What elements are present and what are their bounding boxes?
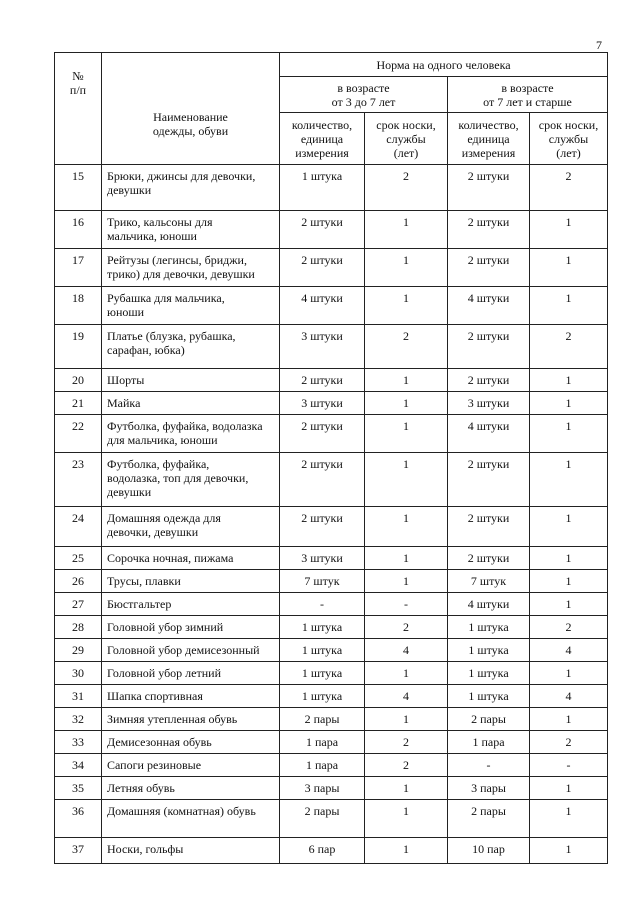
header-age-group-1: в возрасте от 3 до 7 лет	[280, 77, 448, 113]
item-name: Трусы, плавки	[102, 570, 280, 593]
qty-age-3-7: 2 штуки	[280, 453, 365, 507]
qty-age-3-7: 2 штуки	[280, 211, 365, 249]
term-age-3-7: 1	[365, 453, 448, 507]
item-name: Шорты	[102, 369, 280, 392]
row-number: 16	[55, 211, 102, 249]
table-row	[55, 507, 608, 547]
qty-age-3-7: 4 штуки	[280, 287, 365, 325]
term-age-7-plus: 4	[530, 685, 608, 708]
item-name: Трико, кальсоны для мальчика, юноши	[102, 211, 280, 249]
term-age-3-7: 4	[365, 639, 448, 662]
header-name: Наименование одежды, обуви	[102, 53, 280, 165]
term-age-3-7: 1	[365, 507, 448, 547]
header-term-2: срок носки, службы (лет)	[530, 113, 608, 165]
qty-age-7-plus: 2 штуки	[448, 249, 530, 287]
qty-age-3-7: 6 пар	[280, 838, 365, 864]
header-num: № п/п	[55, 53, 102, 165]
term-age-3-7: 1	[365, 415, 448, 453]
qty-age-3-7: 3 штуки	[280, 325, 365, 369]
qty-age-3-7: 2 пары	[280, 708, 365, 731]
term-age-3-7: 1	[365, 708, 448, 731]
item-name: Рубашка для мальчика, юноши	[102, 287, 280, 325]
row-number: 17	[55, 249, 102, 287]
qty-age-3-7: 1 пара	[280, 754, 365, 777]
term-age-3-7: 2	[365, 731, 448, 754]
term-age-7-plus: -	[530, 754, 608, 777]
header-qty-1: количество, единица измерения	[280, 113, 365, 165]
row-number: 33	[55, 731, 102, 754]
qty-age-7-plus: 4 штуки	[448, 593, 530, 616]
term-age-7-plus: 1	[530, 415, 608, 453]
term-age-7-plus: 1	[530, 547, 608, 570]
qty-age-7-plus: 2 штуки	[448, 165, 530, 211]
item-name: Головной убор демисезонный	[102, 639, 280, 662]
table-row	[55, 415, 608, 453]
item-name: Шапка спортивная	[102, 685, 280, 708]
item-name: Майка	[102, 392, 280, 415]
item-name: Сорочка ночная, пижама	[102, 547, 280, 570]
qty-age-3-7: 1 штука	[280, 685, 365, 708]
row-number: 24	[55, 507, 102, 547]
row-number: 23	[55, 453, 102, 507]
item-name: Бюстгальтер	[102, 593, 280, 616]
row-number: 22	[55, 415, 102, 453]
row-number: 18	[55, 287, 102, 325]
row-number: 34	[55, 754, 102, 777]
qty-age-7-plus: 2 штуки	[448, 325, 530, 369]
item-name: Домашняя (комнатная) обувь	[102, 800, 280, 838]
table-row	[55, 249, 608, 287]
term-age-3-7: 1	[365, 570, 448, 593]
row-number: 29	[55, 639, 102, 662]
qty-age-3-7: 2 штуки	[280, 369, 365, 392]
item-name: Головной убор летний	[102, 662, 280, 685]
qty-age-7-plus: 2 штуки	[448, 507, 530, 547]
row-number: 31	[55, 685, 102, 708]
item-name: Футболка, фуфайка, водолазка, топ для девочки, девушки	[102, 453, 280, 507]
row-number: 27	[55, 593, 102, 616]
item-name: Головной убор зимний	[102, 616, 280, 639]
term-age-7-plus: 1	[530, 708, 608, 731]
clothing-norms-table	[54, 52, 608, 864]
row-number: 25	[55, 547, 102, 570]
term-age-7-plus: 1	[530, 249, 608, 287]
term-age-7-plus: 1	[530, 507, 608, 547]
table-row	[55, 838, 608, 864]
qty-age-3-7: 1 штука	[280, 616, 365, 639]
qty-age-3-7: 7 штук	[280, 570, 365, 593]
qty-age-7-plus: 3 пары	[448, 777, 530, 800]
term-age-7-plus: 1	[530, 777, 608, 800]
term-age-3-7: 1	[365, 777, 448, 800]
qty-age-3-7: 2 пары	[280, 800, 365, 838]
term-age-7-plus: 1	[530, 593, 608, 616]
table-row	[55, 731, 608, 754]
table-row	[55, 777, 608, 800]
item-name: Рейтузы (легинсы, бриджи, трико) для девочки, девушки	[102, 249, 280, 287]
term-age-3-7: 1	[365, 800, 448, 838]
table-row	[55, 685, 608, 708]
header-norm: Норма на одного человека	[280, 53, 608, 77]
term-age-7-plus: 2	[530, 325, 608, 369]
qty-age-3-7: 1 штука	[280, 639, 365, 662]
qty-age-7-plus: 4 штуки	[448, 287, 530, 325]
term-age-7-plus: 2	[530, 165, 608, 211]
term-age-7-plus: 1	[530, 453, 608, 507]
qty-age-7-plus: 2 штуки	[448, 211, 530, 249]
qty-age-7-plus: 7 штук	[448, 570, 530, 593]
term-age-3-7: 1	[365, 287, 448, 325]
header-age-group-2: в возрасте от 7 лет и старше	[448, 77, 608, 113]
qty-age-7-plus: 2 штуки	[448, 547, 530, 570]
qty-age-3-7: 3 пары	[280, 777, 365, 800]
row-number: 20	[55, 369, 102, 392]
row-number: 37	[55, 838, 102, 864]
qty-age-3-7: 1 пара	[280, 731, 365, 754]
row-number: 21	[55, 392, 102, 415]
term-age-7-plus: 1	[530, 800, 608, 838]
qty-age-7-plus: 1 пара	[448, 731, 530, 754]
table-row	[55, 547, 608, 570]
table-row	[55, 369, 608, 392]
item-name: Футболка, фуфайка, водолазка для мальчика, юноши	[102, 415, 280, 453]
qty-age-3-7: -	[280, 593, 365, 616]
term-age-3-7: 2	[365, 616, 448, 639]
row-number: 32	[55, 708, 102, 731]
table-row	[55, 325, 608, 369]
qty-age-7-plus: 4 штуки	[448, 415, 530, 453]
term-age-3-7: 1	[365, 838, 448, 864]
table-row	[55, 453, 608, 507]
row-number: 30	[55, 662, 102, 685]
qty-age-7-plus: 2 пары	[448, 708, 530, 731]
row-number: 26	[55, 570, 102, 593]
term-age-7-plus: 2	[530, 731, 608, 754]
item-name: Демисезонная обувь	[102, 731, 280, 754]
qty-age-7-plus: -	[448, 754, 530, 777]
term-age-3-7: 1	[365, 211, 448, 249]
header-term-1: срок носки, службы (лет)	[365, 113, 448, 165]
term-age-3-7: 1	[365, 249, 448, 287]
term-age-3-7: 1	[365, 662, 448, 685]
table-row	[55, 211, 608, 249]
term-age-7-plus: 1	[530, 570, 608, 593]
qty-age-3-7: 3 штуки	[280, 392, 365, 415]
table-row	[55, 708, 608, 731]
table-row	[55, 392, 608, 415]
row-number: 19	[55, 325, 102, 369]
table-header	[55, 53, 608, 165]
page-number: 7	[596, 38, 602, 52]
item-name: Носки, гольфы	[102, 838, 280, 864]
item-name: Платье (блузка, рубашка, сарафан, юбка)	[102, 325, 280, 369]
term-age-3-7: 2	[365, 165, 448, 211]
qty-age-3-7: 2 штуки	[280, 507, 365, 547]
term-age-7-plus: 1	[530, 838, 608, 864]
item-name: Зимняя утепленная обувь	[102, 708, 280, 731]
qty-age-7-plus: 1 штука	[448, 685, 530, 708]
qty-age-7-plus: 2 штуки	[448, 369, 530, 392]
item-name: Брюки, джинсы для девочки, девушки	[102, 165, 280, 211]
term-age-3-7: 4	[365, 685, 448, 708]
term-age-7-plus: 1	[530, 211, 608, 249]
table-row	[55, 800, 608, 838]
table-row	[55, 287, 608, 325]
qty-age-3-7: 3 штуки	[280, 547, 365, 570]
item-name: Летняя обувь	[102, 777, 280, 800]
table-row	[55, 165, 608, 211]
term-age-3-7: 1	[365, 547, 448, 570]
qty-age-3-7: 1 штука	[280, 662, 365, 685]
table-row	[55, 570, 608, 593]
item-name: Сапоги резиновые	[102, 754, 280, 777]
row-number: 28	[55, 616, 102, 639]
term-age-3-7: -	[365, 593, 448, 616]
qty-age-7-plus: 2 пары	[448, 800, 530, 838]
table-row	[55, 639, 608, 662]
row-number: 35	[55, 777, 102, 800]
table-row	[55, 662, 608, 685]
term-age-7-plus: 4	[530, 639, 608, 662]
table-row	[55, 593, 608, 616]
qty-age-3-7: 1 штука	[280, 165, 365, 211]
qty-age-7-plus: 1 штука	[448, 616, 530, 639]
term-age-7-plus: 2	[530, 616, 608, 639]
item-name: Домашняя одежда для девочки, девушки	[102, 507, 280, 547]
term-age-7-plus: 1	[530, 662, 608, 685]
header-qty-2: количество, единица измерения	[448, 113, 530, 165]
qty-age-7-plus: 3 штуки	[448, 392, 530, 415]
term-age-7-plus: 1	[530, 392, 608, 415]
term-age-3-7: 2	[365, 325, 448, 369]
table-row	[55, 616, 608, 639]
table-body	[55, 165, 608, 864]
term-age-7-plus: 1	[530, 369, 608, 392]
row-number: 36	[55, 800, 102, 838]
term-age-3-7: 1	[365, 369, 448, 392]
term-age-7-plus: 1	[530, 287, 608, 325]
qty-age-7-plus: 1 штука	[448, 639, 530, 662]
row-number: 15	[55, 165, 102, 211]
table-row	[55, 754, 608, 777]
term-age-3-7: 1	[365, 392, 448, 415]
qty-age-7-plus: 2 штуки	[448, 453, 530, 507]
qty-age-3-7: 2 штуки	[280, 249, 365, 287]
qty-age-7-plus: 1 штука	[448, 662, 530, 685]
qty-age-3-7: 2 штуки	[280, 415, 365, 453]
qty-age-7-plus: 10 пар	[448, 838, 530, 864]
term-age-3-7: 2	[365, 754, 448, 777]
